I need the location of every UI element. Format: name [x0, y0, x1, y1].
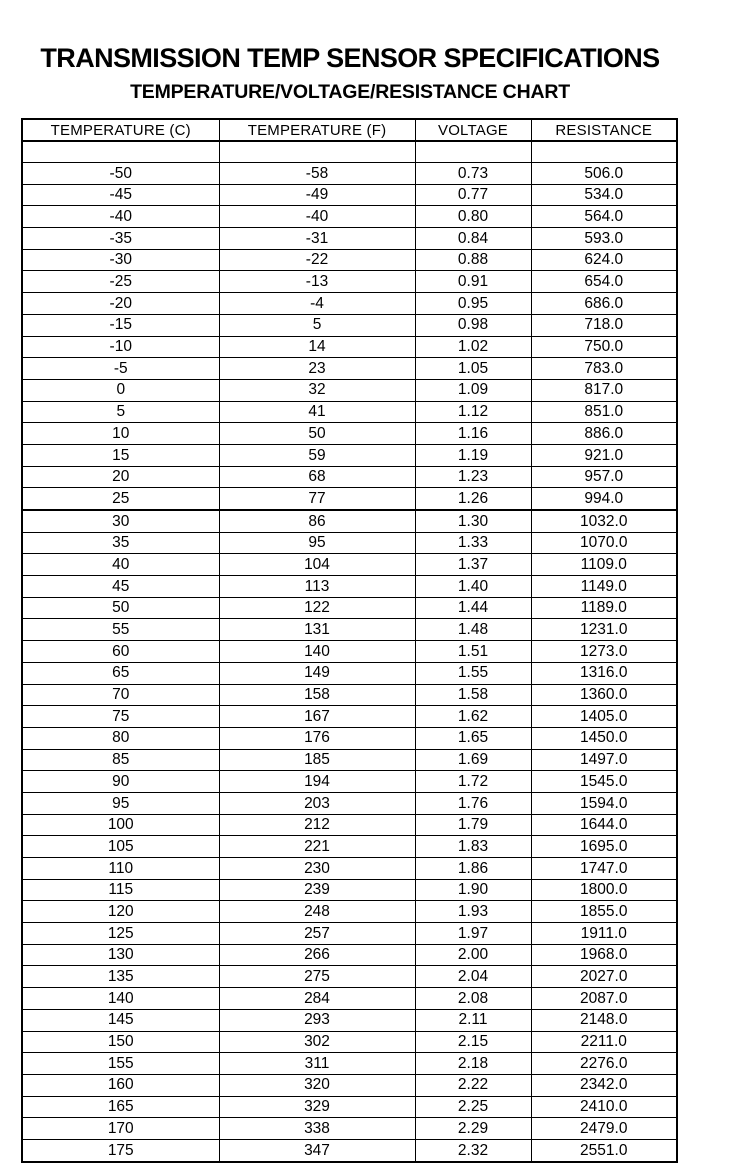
table-row [22, 358, 677, 380]
voltage-cell: 1.69 [415, 749, 531, 771]
table-row [22, 966, 677, 988]
table-row [22, 836, 677, 858]
temp-c-cell: 95 [22, 792, 219, 814]
table-row [22, 510, 677, 532]
temp-c-cell: 135 [22, 966, 219, 988]
temp-f-cell: 320 [219, 1074, 415, 1096]
temp-f-cell: 5 [219, 314, 415, 336]
temp-f-cell: 104 [219, 554, 415, 576]
table-row [22, 1031, 677, 1053]
column-header-temp-f: TEMPERATURE (F) [219, 119, 415, 141]
resistance-cell: 2027.0 [531, 966, 677, 988]
table-row [22, 727, 677, 749]
table-row [22, 336, 677, 358]
voltage-cell: 0.95 [415, 293, 531, 315]
voltage-cell: 1.19 [415, 444, 531, 466]
voltage-cell: 1.55 [415, 662, 531, 684]
voltage-cell: 2.22 [415, 1074, 531, 1096]
temp-f-cell: 140 [219, 641, 415, 663]
table-row [22, 749, 677, 771]
blank-cell [22, 141, 219, 163]
temp-f-cell: 230 [219, 858, 415, 880]
temp-f-cell: 23 [219, 358, 415, 380]
temp-f-cell: 338 [219, 1118, 415, 1140]
resistance-cell: 534.0 [531, 184, 677, 206]
temp-c-cell: -45 [22, 184, 219, 206]
temp-c-cell: 140 [22, 988, 219, 1010]
resistance-cell: 506.0 [531, 163, 677, 185]
voltage-cell: 0.73 [415, 163, 531, 185]
blank-row [22, 141, 677, 163]
temp-c-cell: -35 [22, 228, 219, 250]
resistance-cell: 1189.0 [531, 597, 677, 619]
table-row [22, 792, 677, 814]
temp-f-cell: 68 [219, 466, 415, 488]
table-row [22, 1118, 677, 1140]
resistance-cell: 2087.0 [531, 988, 677, 1010]
temp-f-cell: 284 [219, 988, 415, 1010]
resistance-cell: 1911.0 [531, 923, 677, 945]
resistance-cell: 1273.0 [531, 641, 677, 663]
table-row [22, 228, 677, 250]
resistance-cell: 1450.0 [531, 727, 677, 749]
temp-f-cell: -22 [219, 249, 415, 271]
temp-c-cell: -5 [22, 358, 219, 380]
voltage-cell: 0.80 [415, 206, 531, 228]
resistance-cell: 1855.0 [531, 901, 677, 923]
table-row [22, 206, 677, 228]
temp-f-cell: 266 [219, 944, 415, 966]
resistance-cell: 1594.0 [531, 792, 677, 814]
table-row [22, 858, 677, 880]
voltage-cell: 1.48 [415, 619, 531, 641]
resistance-cell: 1497.0 [531, 749, 677, 771]
table-row [22, 1096, 677, 1118]
table-row [22, 1139, 677, 1161]
table-row [22, 576, 677, 598]
temp-c-cell: 25 [22, 488, 219, 510]
voltage-cell: 1.30 [415, 510, 531, 532]
temp-f-cell: 167 [219, 706, 415, 728]
temp-c-cell: 30 [22, 510, 219, 532]
resistance-cell: 654.0 [531, 271, 677, 293]
page-subtitle: TEMPERATURE/VOLTAGE/RESISTANCE CHART [130, 81, 570, 103]
voltage-cell: 2.25 [415, 1096, 531, 1118]
table-row [22, 901, 677, 923]
column-header-resistance: RESISTANCE [531, 119, 677, 141]
spec-table [21, 118, 678, 1163]
temp-c-cell: 125 [22, 923, 219, 945]
resistance-cell: 564.0 [531, 206, 677, 228]
voltage-cell: 1.83 [415, 836, 531, 858]
temp-f-cell: 212 [219, 814, 415, 836]
voltage-cell: 2.29 [415, 1118, 531, 1140]
resistance-cell: 2276.0 [531, 1053, 677, 1075]
table-row [22, 641, 677, 663]
temp-c-cell: -50 [22, 163, 219, 185]
table-row [22, 379, 677, 401]
temp-f-cell: 347 [219, 1139, 415, 1161]
temp-f-cell: 14 [219, 336, 415, 358]
temp-f-cell: -58 [219, 163, 415, 185]
table-row [22, 684, 677, 706]
temp-f-cell: -40 [219, 206, 415, 228]
voltage-cell: 1.40 [415, 576, 531, 598]
voltage-cell: 2.15 [415, 1031, 531, 1053]
temp-c-cell: 0 [22, 379, 219, 401]
voltage-cell: 0.98 [415, 314, 531, 336]
voltage-cell: 1.51 [415, 641, 531, 663]
table-row [22, 249, 677, 271]
temp-c-cell: 110 [22, 858, 219, 880]
resistance-cell: 783.0 [531, 358, 677, 380]
voltage-cell: 0.77 [415, 184, 531, 206]
voltage-cell: 1.97 [415, 923, 531, 945]
voltage-cell: 1.76 [415, 792, 531, 814]
temp-c-cell: 145 [22, 1009, 219, 1031]
table-row [22, 597, 677, 619]
temp-c-cell: 35 [22, 532, 219, 554]
table-row [22, 662, 677, 684]
temp-f-cell: -31 [219, 228, 415, 250]
resistance-cell: 718.0 [531, 314, 677, 336]
resistance-cell: 2148.0 [531, 1009, 677, 1031]
temp-c-cell: 85 [22, 749, 219, 771]
temp-c-cell: -15 [22, 314, 219, 336]
column-header-temp-c: TEMPERATURE (C) [22, 119, 219, 141]
voltage-cell: 2.08 [415, 988, 531, 1010]
temp-f-cell: 32 [219, 379, 415, 401]
temp-f-cell: 329 [219, 1096, 415, 1118]
table-row [22, 401, 677, 423]
voltage-cell: 1.58 [415, 684, 531, 706]
voltage-cell: 1.79 [415, 814, 531, 836]
resistance-cell: 1316.0 [531, 662, 677, 684]
voltage-cell: 1.09 [415, 379, 531, 401]
resistance-cell: 921.0 [531, 444, 677, 466]
temp-f-cell: 311 [219, 1053, 415, 1075]
temp-f-cell: 122 [219, 597, 415, 619]
temp-f-cell: 194 [219, 771, 415, 793]
temp-f-cell: 293 [219, 1009, 415, 1031]
table-row [22, 293, 677, 315]
column-header-voltage: VOLTAGE [415, 119, 531, 141]
temp-c-cell: 65 [22, 662, 219, 684]
temp-c-cell: 15 [22, 444, 219, 466]
table-row [22, 1074, 677, 1096]
blank-cell [415, 141, 531, 163]
temp-f-cell: 239 [219, 879, 415, 901]
table-row [22, 1009, 677, 1031]
temp-f-cell: 221 [219, 836, 415, 858]
table-row [22, 879, 677, 901]
temp-f-cell: -13 [219, 271, 415, 293]
resistance-cell: 1360.0 [531, 684, 677, 706]
temp-c-cell: 60 [22, 641, 219, 663]
table-row [22, 1053, 677, 1075]
resistance-cell: 2410.0 [531, 1096, 677, 1118]
temp-c-cell: 55 [22, 619, 219, 641]
temp-f-cell: 185 [219, 749, 415, 771]
temp-f-cell: 248 [219, 901, 415, 923]
resistance-cell: 851.0 [531, 401, 677, 423]
table-row [22, 771, 677, 793]
temp-c-cell: 20 [22, 466, 219, 488]
temp-c-cell: 45 [22, 576, 219, 598]
temp-c-cell: 5 [22, 401, 219, 423]
voltage-cell: 2.32 [415, 1139, 531, 1161]
temp-c-cell: 10 [22, 423, 219, 445]
resistance-cell: 1149.0 [531, 576, 677, 598]
table-row [22, 923, 677, 945]
temp-f-cell: 149 [219, 662, 415, 684]
resistance-cell: 686.0 [531, 293, 677, 315]
temp-c-cell: 80 [22, 727, 219, 749]
resistance-cell: 817.0 [531, 379, 677, 401]
voltage-cell: 0.84 [415, 228, 531, 250]
voltage-cell: 2.04 [415, 966, 531, 988]
page-title: TRANSMISSION TEMP SENSOR SPECIFICATIONS [40, 43, 660, 73]
voltage-cell: 2.00 [415, 944, 531, 966]
temp-f-cell: 41 [219, 401, 415, 423]
blank-cell [531, 141, 677, 163]
temp-c-cell: -10 [22, 336, 219, 358]
voltage-cell: 1.72 [415, 771, 531, 793]
temp-f-cell: 203 [219, 792, 415, 814]
resistance-cell: 1545.0 [531, 771, 677, 793]
table-row [22, 619, 677, 641]
table-row [22, 706, 677, 728]
table-row [22, 488, 677, 510]
voltage-cell: 1.12 [415, 401, 531, 423]
resistance-cell: 1109.0 [531, 554, 677, 576]
resistance-cell: 957.0 [531, 466, 677, 488]
temp-c-cell: 70 [22, 684, 219, 706]
resistance-cell: 1800.0 [531, 879, 677, 901]
table-row [22, 814, 677, 836]
voltage-cell: 2.18 [415, 1053, 531, 1075]
temp-f-cell: 131 [219, 619, 415, 641]
temp-c-cell: 90 [22, 771, 219, 793]
voltage-cell: 1.26 [415, 488, 531, 510]
temp-f-cell: 113 [219, 576, 415, 598]
temp-c-cell: -20 [22, 293, 219, 315]
table-row [22, 184, 677, 206]
temp-c-cell: 40 [22, 554, 219, 576]
temp-f-cell: 86 [219, 510, 415, 532]
resistance-cell: 886.0 [531, 423, 677, 445]
resistance-cell: 624.0 [531, 249, 677, 271]
voltage-cell: 1.23 [415, 466, 531, 488]
table-body [22, 141, 677, 1162]
temp-c-cell: 170 [22, 1118, 219, 1140]
resistance-cell: 2479.0 [531, 1118, 677, 1140]
temp-f-cell: 302 [219, 1031, 415, 1053]
temp-c-cell: 120 [22, 901, 219, 923]
table-row [22, 466, 677, 488]
voltage-cell: 2.11 [415, 1009, 531, 1031]
temp-c-cell: 160 [22, 1074, 219, 1096]
voltage-cell: 1.44 [415, 597, 531, 619]
temp-f-cell: -4 [219, 293, 415, 315]
temp-c-cell: 50 [22, 597, 219, 619]
voltage-cell: 1.86 [415, 858, 531, 880]
temp-f-cell: 257 [219, 923, 415, 945]
table-header-row [22, 119, 677, 141]
temp-c-cell: -30 [22, 249, 219, 271]
temp-f-cell: 176 [219, 727, 415, 749]
temp-f-cell: 50 [219, 423, 415, 445]
temp-c-cell: 165 [22, 1096, 219, 1118]
table-row [22, 163, 677, 185]
voltage-cell: 1.16 [415, 423, 531, 445]
resistance-cell: 1032.0 [531, 510, 677, 532]
temp-f-cell: 158 [219, 684, 415, 706]
resistance-cell: 1405.0 [531, 706, 677, 728]
resistance-cell: 1695.0 [531, 836, 677, 858]
temp-c-cell: 130 [22, 944, 219, 966]
resistance-cell: 750.0 [531, 336, 677, 358]
resistance-cell: 1968.0 [531, 944, 677, 966]
table-row [22, 554, 677, 576]
temp-c-cell: -40 [22, 206, 219, 228]
temp-f-cell: 77 [219, 488, 415, 510]
voltage-cell: 1.02 [415, 336, 531, 358]
voltage-cell: 1.05 [415, 358, 531, 380]
table-row [22, 444, 677, 466]
resistance-cell: 1231.0 [531, 619, 677, 641]
resistance-cell: 593.0 [531, 228, 677, 250]
temp-f-cell: 95 [219, 532, 415, 554]
resistance-cell: 2211.0 [531, 1031, 677, 1053]
blank-cell [219, 141, 415, 163]
temp-f-cell: 59 [219, 444, 415, 466]
temp-c-cell: 105 [22, 836, 219, 858]
table-row [22, 423, 677, 445]
temp-c-cell: 75 [22, 706, 219, 728]
voltage-cell: 1.33 [415, 532, 531, 554]
voltage-cell: 1.90 [415, 879, 531, 901]
temp-c-cell: 100 [22, 814, 219, 836]
voltage-cell: 1.65 [415, 727, 531, 749]
voltage-cell: 1.93 [415, 901, 531, 923]
voltage-cell: 0.88 [415, 249, 531, 271]
resistance-cell: 2342.0 [531, 1074, 677, 1096]
resistance-cell: 994.0 [531, 488, 677, 510]
voltage-cell: 1.37 [415, 554, 531, 576]
table-row [22, 988, 677, 1010]
resistance-cell: 1070.0 [531, 532, 677, 554]
table-row [22, 532, 677, 554]
resistance-cell: 2551.0 [531, 1139, 677, 1161]
temp-c-cell: -25 [22, 271, 219, 293]
resistance-cell: 1747.0 [531, 858, 677, 880]
temp-c-cell: 155 [22, 1053, 219, 1075]
table-row [22, 314, 677, 336]
temp-f-cell: 275 [219, 966, 415, 988]
voltage-cell: 1.62 [415, 706, 531, 728]
temp-c-cell: 115 [22, 879, 219, 901]
temp-c-cell: 175 [22, 1139, 219, 1161]
resistance-cell: 1644.0 [531, 814, 677, 836]
temp-f-cell: -49 [219, 184, 415, 206]
temp-c-cell: 150 [22, 1031, 219, 1053]
table-row [22, 944, 677, 966]
table-row [22, 271, 677, 293]
voltage-cell: 0.91 [415, 271, 531, 293]
